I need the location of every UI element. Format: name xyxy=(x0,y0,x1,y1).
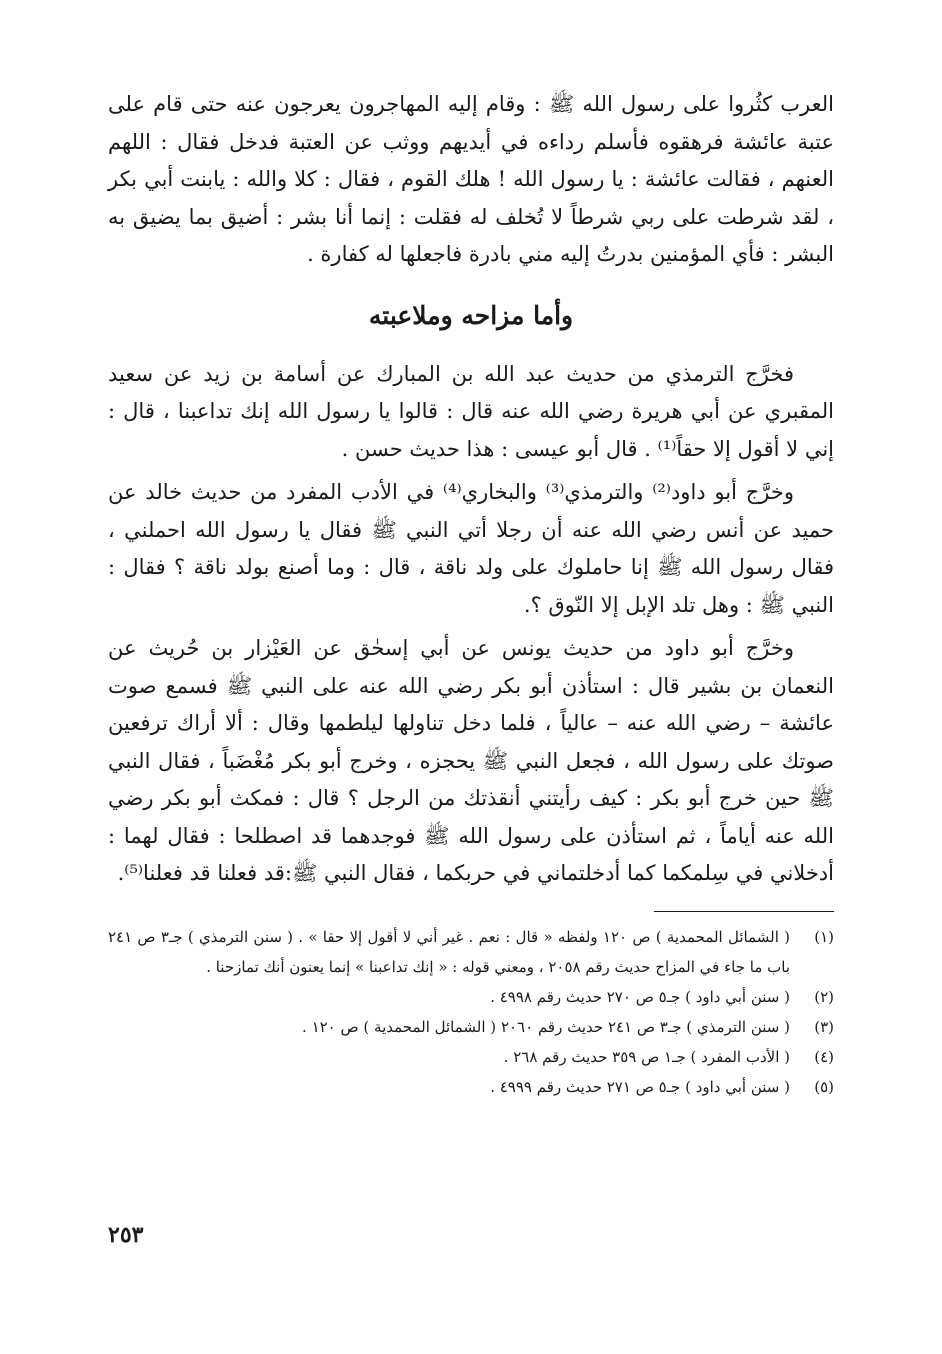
footnote-item xyxy=(108,1042,834,1072)
footnote-text: ( سنن أبي داود ) جـ٥ ص ٢٧١ حديث رقم ٤٩٩٩ . xyxy=(490,1077,790,1096)
paragraph-abu-dawud-camel-hadith: وخرَّج أبو داود⁽²⁾ والترمذي⁽³⁾ والبخاري⁽⁴⁾ في الأدب المفرد من حديث خالد عن حميد عن أنس رضي الله عنه أن رجلا أتي النبي ﷺ فقال يا رسول الله احملني ، فقال رسول الله ﷺ إنا حاملوك على ولد ناقة ، قال : وما أصنع بولد ناقة ؟ فقال : النبي ﷺ : وهل تلد الإبل إلا النّوق ؟. xyxy=(108,480,834,617)
footnote-number: (٤) xyxy=(814,1047,834,1066)
footnote-item xyxy=(108,982,834,1012)
paragraph-continued: العرب كثُروا على رسول الله ﷺ : وقام إليه المهاجرون يعرجون عنه حتى قام على عتبة عائشة فرهقوه فأسلم رداءه في أيديهم ووثب عن العتبة فدخل فقال : اللهم العنهم ، فقالت عائشة : يا رسول الله ! هلك القوم ، فقال : كلا والله : يابنت أبي بكر ، لقد شرطت على ربي شرطاً لا تُخلف له فقلت : إنما أنا بشر : أضيق بما يضيق به البشر : فأي المؤمنين بدرتُ إليه مني بادرة فاجعلها له كفارة . xyxy=(108,92,834,266)
footnote-item xyxy=(108,922,834,982)
footnote-number: (٥) xyxy=(814,1077,834,1096)
footnotes-list xyxy=(108,922,834,1102)
footnote-item xyxy=(108,1012,834,1042)
section-heading: وأما مزاحه وملاعبته xyxy=(368,300,574,330)
footnote-text: ( سنن الترمذي ) جـ٣ ص ٢٤١ حديث رقم ٢٠٦٠ ( الشمائل المحمدية ) ص ١٢٠ . xyxy=(302,1017,790,1036)
footnote-text: ( الأدب المفرد ) جـ١ ص ٣٥٩ حديث رقم ٢٦٨ . xyxy=(503,1047,790,1066)
paragraph-tirmidhi-hadith: فخرَّج الترمذي من حديث عبد الله بن المبارك عن أسامة بن زيد عن سعيد المقبري عن أبي هريرة رضي الله عنه قال : قالوا يا رسول الله إنك تداعبنا ، قال : إني لا أقول إلا حقاً⁽¹⁾ . قال أبو عيسى : هذا حديث حسن . xyxy=(108,361,834,461)
paragraph-abu-bakr-aisha-hadith: وخرَّج أبو داود من حديث يونس عن أبي إسحٰق عن العَيْزار بن حُريث عن النعمان بن بشير قال : استأذن أبو بكر رضي الله عنه على النبي ﷺ فسمع صوت عائشة – رضي الله عنه – عالياً ، فلما دخل تناولها ليلطمها وقال : ألا أراك ترفعين صوتك على رسول الله ، فجعل النبي ﷺ يحجزه ، وخرج أبو بكر مُغْضَباً ، فقال النبي ﷺ حين خرج أبو بكر : كيف رأيتني أنقذتك من الرجل ؟ قال : فمكث أبو بكر رضي الله عنه أياماً ، ثم استأذن على رسول الله ﷺ فوجدهما قد اصطلحا : فقال لهما : أدخلاني في سِلمكما كما أدخلتماني في حربكما ، فقال النبي ﷺ:قد فعلنا قد فعلنا⁽⁵⁾. xyxy=(108,636,834,885)
footnote-text: ( سنن أبي داود ) جـ٥ ص ٢٧٠ حديث رقم ٤٩٩٨ . xyxy=(490,987,790,1006)
footnote-number: (١) xyxy=(814,927,834,946)
footnote-number: (٣) xyxy=(814,1017,834,1036)
footnote-text: ( الشمائل المحمدية ) ص ١٢٠ ولفظه « قال : نعم . غير أني لا أقول إلا حقا » . ( سنن الترمذي ) جـ٣ ص ٢٤١ باب ما جاء في المزاح حديث رقم ٢٠٥٨ ، ومعني قوله : « إنك تداعبنا » إنما يعنون أنك تمازحنا . xyxy=(108,927,791,976)
footnote-number: (٢) xyxy=(814,987,834,1006)
footnote-item xyxy=(108,1072,834,1102)
footnote-divider xyxy=(654,911,834,912)
page-number: ٢٥٣ xyxy=(108,1222,144,1248)
